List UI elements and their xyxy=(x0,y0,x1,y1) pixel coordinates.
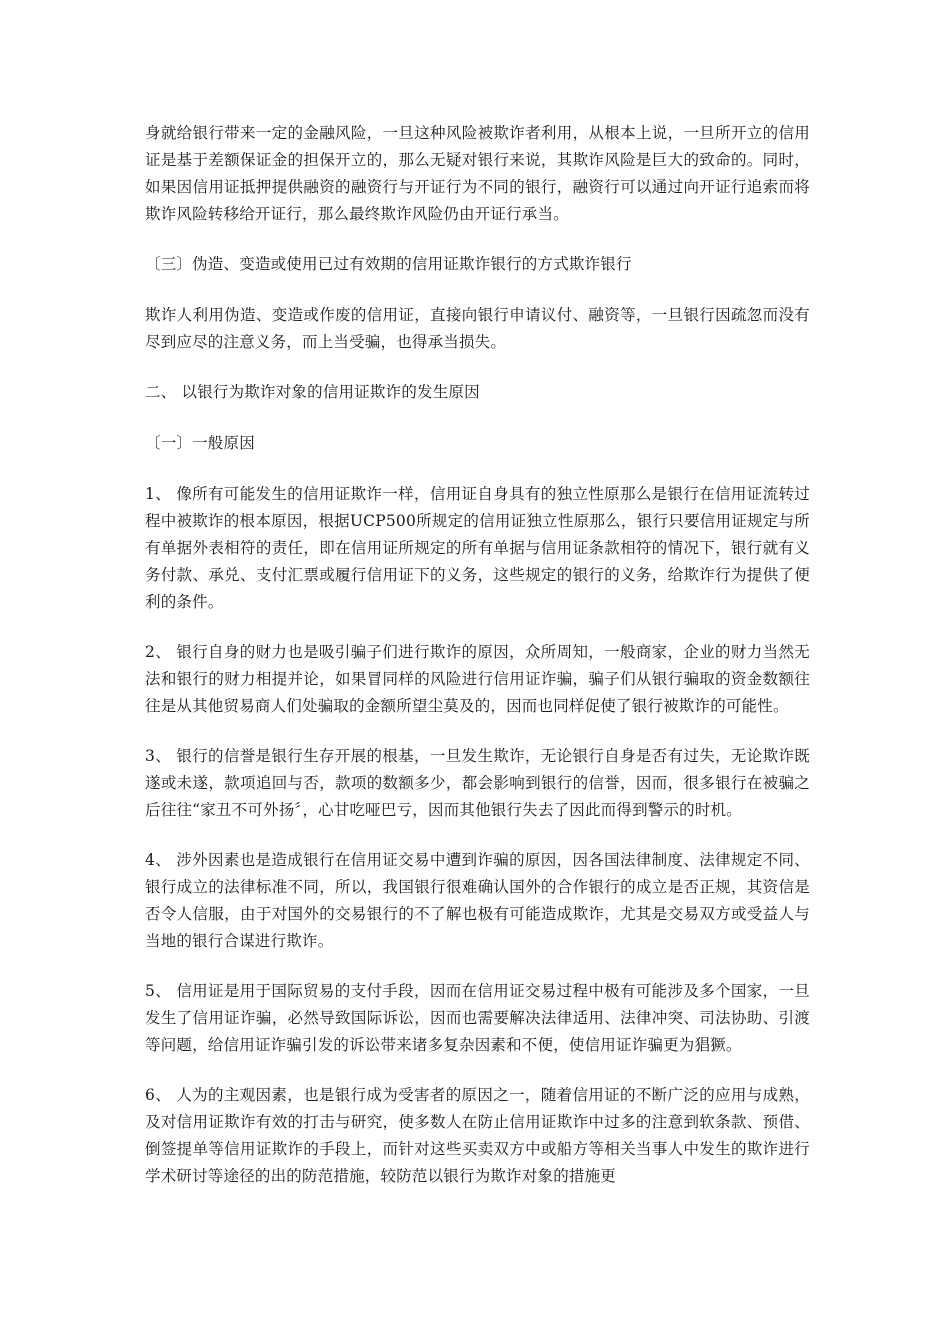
paragraph-cause-4: 4、 涉外因素也是造成银行在信用证交易中遭到诈骗的原因，因各国法律制度、法律规定不同、银行成立的法律标准不同，所以，我国银行很难确认国外的合作银行的成立是否正规，其资信是否令人信服，由于对国外的交易银行的不了解也极有可能造成欺诈，尤其是交易双方或受益人与当地的银行合谋进行欺诈。 xyxy=(145,851,810,950)
subheading-forgery: 〔三〕伪造、变造或使用已过有效期的信用证欺诈银行的方式欺诈银行 xyxy=(145,255,632,273)
paragraph-cause-5: 5、 信用证是用于国际贸易的支付手段，因而在信用证交易过程中极有可能涉及多个国家，一旦发生了信用证诈骗，必然导致国际诉讼，因而也需要解决法律适用、法律冲突、司法协助、引渡等问题，给信用证诈骗引发的诉讼带来诸多复杂因素和不便，使信用证诈骗更为猖獗。 xyxy=(145,982,810,1054)
paragraph-cause-6: 6、 人为的主观因素，也是银行成为受害者的原因之一，随着信用证的不断广泛的应用与成熟，及对信用证欺诈有效的打击与研究，使多数人在防止信用证欺诈中过多的注意到软条款、预借、倒签提单等信用证欺诈的手段上，而针对这些买卖双方中或船方等相关当事人中发生的欺诈进行学术研讨等途径的出的防范措施，较防范以银行为欺诈对象的措施更 xyxy=(145,1086,810,1185)
paragraph-continuation: 身就给银行带来一定的金融风险，一旦这种风险被欺诈者利用，从根本上说，一旦所开立的信用证是基于差额保证金的担保开立的，那么无疑对银行来说，其欺诈风险是巨大的致命的。同时，如果因信用证抵押提供融资的融资行与开证行为不同的银行，融资行可以通过向开证行追索而将欺诈风险转移给开证行，那么最终欺诈风险仍由开证行承当。 xyxy=(145,124,810,223)
paragraph-cause-3: 3、 银行的信誉是银行生存开展的根基，一旦发生欺诈，无论银行自身是否有过失，无论欺诈既遂或未遂，款项追回与否，款项的数额多少，都会影响到银行的信誉，因而，很多银行在被骗之后往往“家丑不可外扬〞，心甘吃哑巴亏，因而其他银行失去了因此而得到警示的时机。 xyxy=(145,747,810,819)
paragraph-cause-1: 1、 像所有可能发生的信用证欺诈一样，信用证自身具有的独立性原那么是银行在信用证流转过程中被欺诈的根本原因，根据UCP500所规定的信用证独立性原那么，银行只要信用证规定与所有单据外表相符的责任，即在信用证所规定的所有单据与信用证条款相符的情况下，银行就有义务付款、承兑、支付汇票或履行信用证下的义务，这些规定的银行的义务，给欺诈行为提供了便利的条件。 xyxy=(145,485,810,611)
paragraph-forgery: 欺诈人利用伪造、变造或作废的信用证，直接向银行申请议付、融资等，一旦银行因疏忽而没有尽到应尽的注意义务，而上当受骗，也得承当损失。 xyxy=(145,306,810,351)
subheading-general-causes: 〔一〕一般原因 xyxy=(145,434,255,452)
paragraph-cause-2: 2、 银行自身的财力也是吸引骗子们进行欺诈的原因，众所周知，一般商家，企业的财力当然无法和银行的财力相提并论，如果冒同样的风险进行信用证诈骗，骗子们从银行骗取的资金数额往往是从其他贸易商人们处骗取的金额所望尘莫及的，因而也同样促使了银行被欺诈的可能性。 xyxy=(145,643,810,715)
document-body xyxy=(145,120,810,1213)
section-heading-causes: 二、 以银行为欺诈对象的信用证欺诈的发生原因 xyxy=(145,383,480,401)
